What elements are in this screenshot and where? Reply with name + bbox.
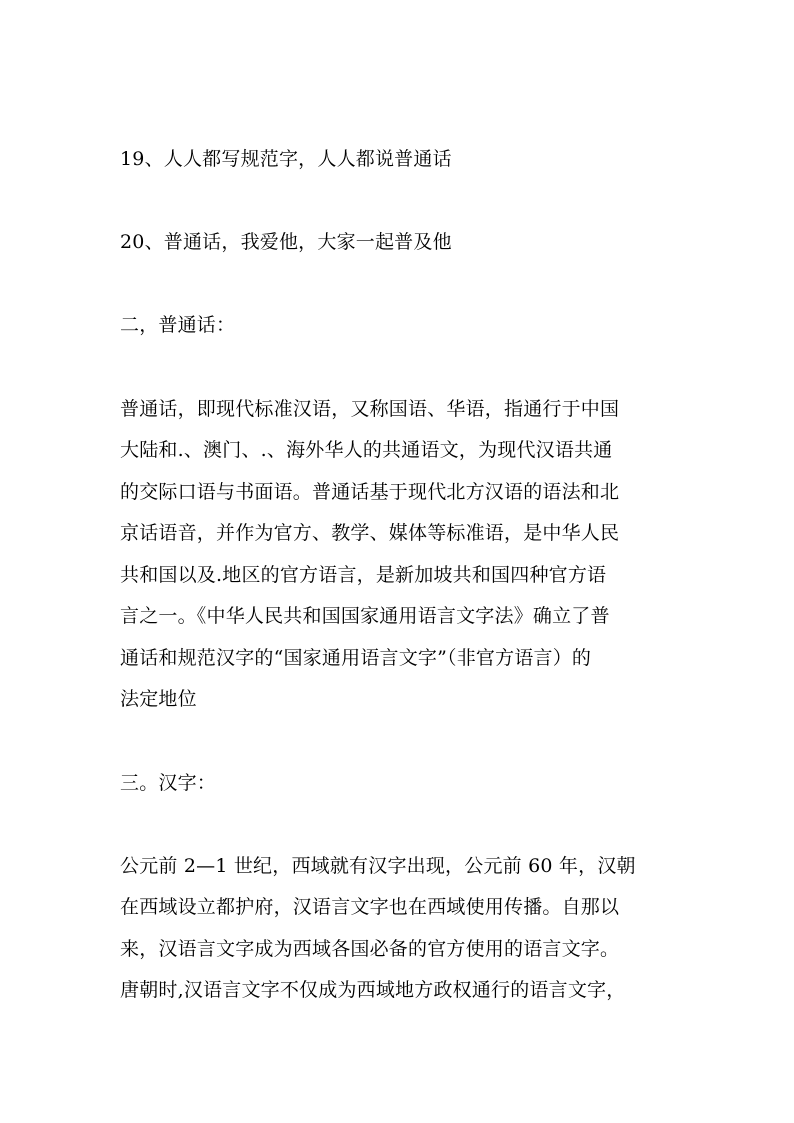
list-item-20: 20、普通话，我爱他，大家一起普及他 bbox=[120, 231, 452, 253]
section-heading-hanzi: 三。汉字： bbox=[120, 772, 217, 794]
paragraph-line: 共和国以及.地区的官方语言，是新加坡共和国四种官方语 bbox=[120, 564, 607, 586]
paragraph-line: 法定地位 bbox=[120, 688, 197, 710]
paragraph-line: 大陆和.、澳门、.、海外华人的共通语文，为现代汉语共通 bbox=[120, 439, 613, 461]
paragraph-line: 公元前 2—1 世纪，西域就有汉字出现，公元前 60 年，汉朝 bbox=[120, 855, 636, 877]
paragraph-line: 来，汉语言文字成为西域各国必备的官方使用的语言文字。 bbox=[120, 938, 620, 960]
paragraph-line: 普通话，即现代标准汉语，又称国语、华语，指通行于中国 bbox=[120, 398, 620, 420]
paragraph-line: 在西域设立都护府，汉语言文字也在西域使用传播。自那以 bbox=[120, 896, 620, 918]
list-item-19: 19、人人都写规范字，人人都说普通话 bbox=[120, 148, 452, 170]
paragraph-line: 的交际口语与书面语。普通话基于现代北方汉语的语法和北 bbox=[120, 481, 620, 503]
section-heading-putonghua: 二，普通话： bbox=[120, 314, 236, 336]
paragraph-line: 京话语音，并作为官方、教学、媒体等标准语，是中华人民 bbox=[120, 522, 620, 544]
paragraph-line: 唐朝时,汉语言文字不仅成为西域地方政权通行的语言文字， bbox=[120, 979, 626, 1001]
paragraph-line: 言之一。《中华人民共和国国家通用语言文字法》确立了普 bbox=[120, 605, 610, 627]
paragraph-line: 通话和规范汉字的“国家通用语言文字”（非官方语言）的 bbox=[120, 647, 592, 669]
